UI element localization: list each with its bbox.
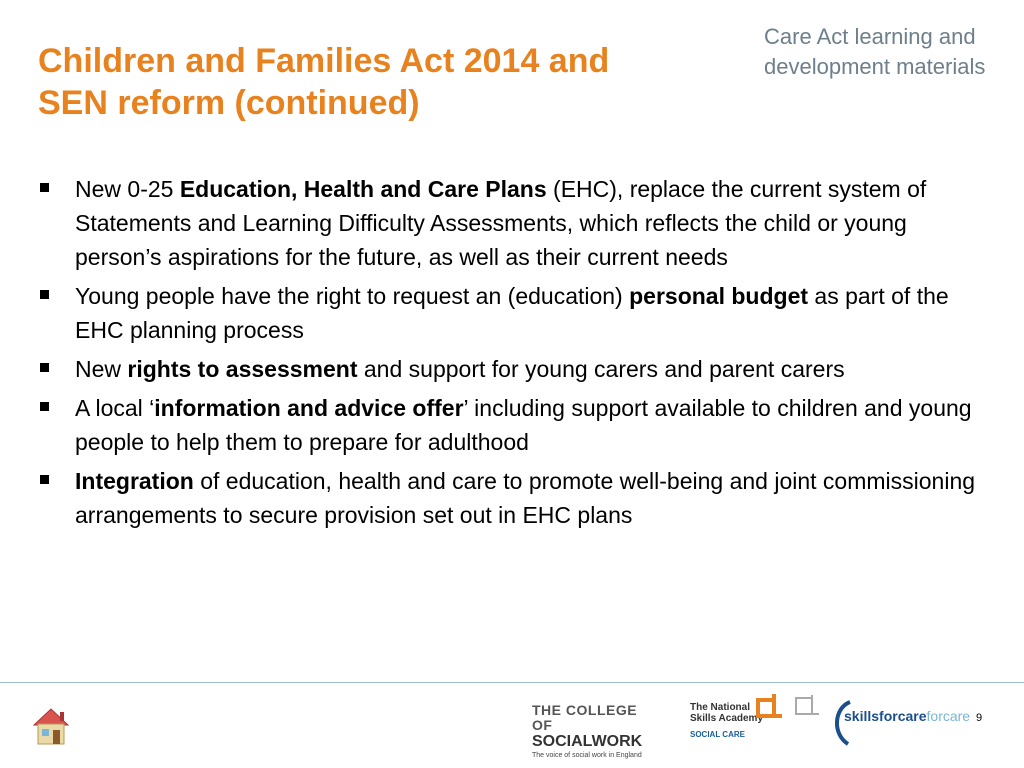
nsa-line-2: Skills Academy: [690, 713, 764, 724]
home-button[interactable]: [28, 705, 74, 747]
title-line-2: SEN reform (continued): [38, 84, 420, 122]
home-icon: [28, 705, 74, 747]
bullet-text: (EHC), replace the current system of Statements and Learning Difficulty Assessments, which reflects the child or young person’s aspirations for the future, as well as their current needs: [75, 176, 927, 270]
sfc-part-3: forcare: [926, 708, 971, 724]
bullet-marker: [40, 290, 49, 299]
nsa-line-3: SOCIAL CARE: [690, 730, 745, 739]
brand-line-2: development materials: [764, 54, 986, 79]
title-line-1: Children and Families Act 2014 and: [38, 42, 610, 80]
bullet-text: and support for young carers and parent carers: [357, 356, 845, 382]
skills-for-care-logo: [830, 698, 1000, 748]
bullet-item: [40, 391, 980, 459]
bullet-item: [40, 464, 980, 532]
bullet-list: [40, 172, 980, 537]
bullet-item: [40, 352, 980, 386]
sfc-part-2: care: [897, 708, 927, 724]
bullet-emphasis: rights to assessment: [127, 356, 358, 382]
bullet-emphasis: information and advice offer: [154, 395, 464, 421]
bullet-text: New: [75, 356, 128, 382]
cosw-tagline: The voice of social work in England: [532, 752, 642, 759]
brand-line-1: Care Act learning and: [764, 24, 976, 49]
bullet-emphasis: personal budget: [629, 283, 809, 309]
bullet-marker: [40, 475, 49, 484]
cosw-line-2: SOCIALWORK: [532, 733, 643, 750]
footer-divider: [0, 682, 1024, 683]
bullet-text: Young people have the right to request an (education): [75, 283, 630, 309]
bullet-text: A local ‘: [75, 395, 155, 421]
nsa-line-1: The National: [690, 702, 751, 713]
bullet-emphasis: Education, Health and Care Plans: [179, 176, 547, 202]
bullet-item: [40, 172, 980, 274]
bullet-marker: [40, 363, 49, 372]
bullet-text: ’ including support available to children and young people to help them to prepare for adulthood: [75, 395, 972, 455]
slide-title: [38, 40, 738, 124]
sfc-part-1: skillsfor: [844, 708, 898, 724]
brand-heading: [764, 22, 1014, 82]
bullet-text: New 0-25: [75, 176, 180, 202]
bullet-item: [40, 279, 980, 347]
bullet-marker: [40, 183, 49, 192]
nsa-mark-icon: [752, 692, 784, 724]
bullet-marker: [40, 402, 49, 411]
bullet-emphasis: Integration: [75, 468, 194, 494]
partner-mark-icon: [793, 693, 821, 723]
bullet-text: as part of the EHC planning process: [75, 283, 949, 343]
page-number: 9: [976, 712, 983, 724]
college-of-social-work-logo: [532, 703, 642, 760]
bullet-text: of education, health and care to promote well-being and joint commissioning arrangements to secure provision set out in EHC plans: [75, 468, 976, 528]
cosw-line-1: THE COLLEGE OF: [532, 702, 638, 733]
skills-for-care-wordmark: [844, 708, 970, 724]
